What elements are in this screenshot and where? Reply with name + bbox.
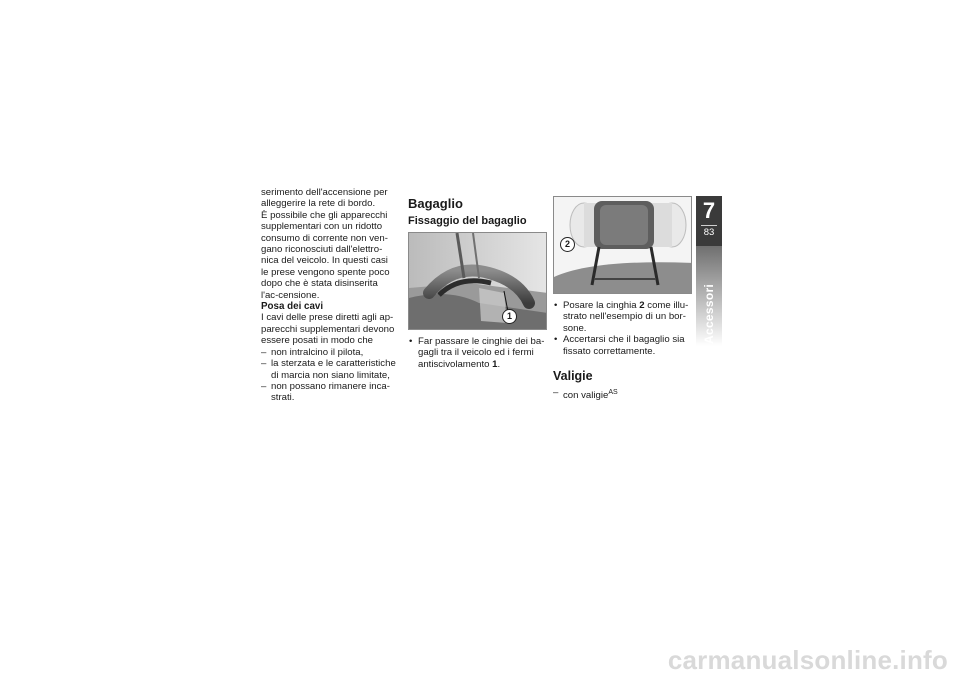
text-column-3 bbox=[553, 196, 693, 402]
text-column-1 bbox=[261, 187, 397, 404]
list-item: • Far passare le cinghie dei ba-gagli tra il veicolo ed i fermi antiscivolamento 1. bbox=[409, 336, 545, 370]
section-heading-valigie: Valigie bbox=[553, 369, 593, 384]
list-item: – con valigie$^{AS}$ bbox=[553, 387, 618, 402]
strap-bullets bbox=[553, 300, 693, 357]
list-item: – non possano rimanere inca-strati. bbox=[261, 380, 390, 404]
valigie-list bbox=[553, 387, 693, 402]
list-item: • Posare la cinghia 2 come illu-strato nell'esempio di un bor-sone. bbox=[554, 300, 689, 334]
chapter-number: 7 bbox=[702, 198, 716, 223]
cables-heading: Posa dei cavi bbox=[261, 301, 324, 313]
device-detection-paragraph: È possibile che gli apparecchi supplementari con un ridotto consumo di corrente non ven-gano riconosciuti dall'elettro-nica del veicolo. In questi casi le prese vengono spente poco dopo che è stata disinserita l'ac-censione. bbox=[261, 209, 390, 301]
section-heading-bagaglio: Bagaglio bbox=[408, 196, 463, 211]
option-superscript: AS bbox=[608, 389, 618, 397]
subheading-fissaggio: Fissaggio del bagaglio bbox=[408, 215, 527, 227]
reference-number: 2 bbox=[639, 300, 645, 311]
figure-bag-strap bbox=[553, 196, 692, 294]
bullet-marker: • bbox=[409, 336, 413, 347]
chapter-title: Accessori bbox=[702, 283, 716, 344]
chapter-divider bbox=[701, 225, 717, 226]
bullet-marker: • bbox=[554, 334, 558, 346]
list-item: • Accertarsi che il bagaglio sia fissato correttamente. bbox=[554, 334, 685, 357]
dash-marker: – bbox=[261, 346, 267, 358]
bagaglio-bullets bbox=[408, 336, 548, 370]
cables-list bbox=[261, 347, 397, 404]
list-item: – non intralcino il pilota, bbox=[261, 346, 364, 358]
dash-marker: – bbox=[261, 358, 267, 370]
callout-2: 2 bbox=[560, 237, 575, 252]
reference-number: 1 bbox=[492, 358, 498, 370]
chapter-tab bbox=[696, 196, 722, 346]
dash-marker: – bbox=[553, 387, 559, 399]
text-column-2 bbox=[408, 196, 548, 370]
intro-paragraph: serimento dell'accensione per alleggerire la rete di bordo. bbox=[261, 187, 388, 210]
list-item: – la sterzata e le caratteristiche di marcia non siano limitate, bbox=[261, 358, 396, 381]
cables-paragraph: I cavi delle prese diretti agli ap-parecchi supplementari devono essere posati in modo che bbox=[261, 312, 395, 347]
watermark: carmanualsonline.info bbox=[667, 645, 948, 675]
dash-marker: – bbox=[261, 380, 267, 392]
page-number: 83 bbox=[703, 227, 715, 238]
figure-luggage-straps bbox=[408, 232, 547, 330]
callout-1: 1 bbox=[502, 309, 517, 324]
motorcycle-rack-illustration bbox=[409, 233, 547, 330]
bullet-marker: • bbox=[554, 300, 558, 311]
